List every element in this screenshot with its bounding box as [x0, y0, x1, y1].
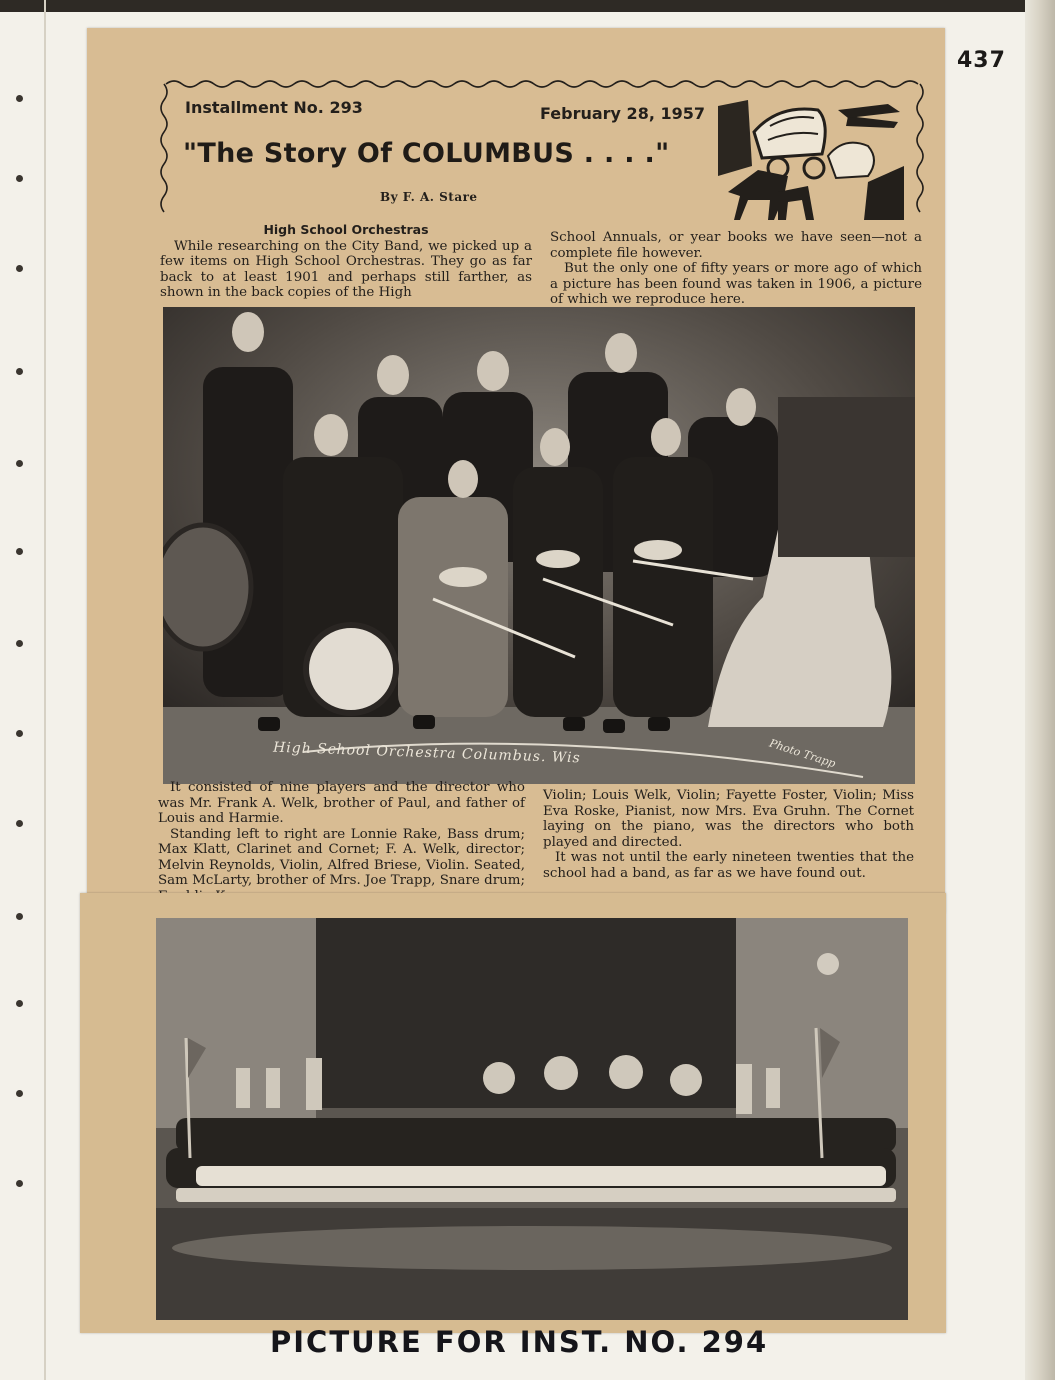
paragraph: School Annuals, or year books we have seen—not a complete file however.: [550, 230, 922, 261]
binding-hole: [16, 1000, 23, 1007]
article-column-4: [543, 788, 914, 881]
paragraph: But the only one of fifty years or more ago of which a picture has been found was taken in 1906, a picture of which we reproduce here.: [550, 261, 922, 307]
installment-number: Installment No. 293: [185, 98, 363, 117]
binding-hole: [16, 368, 23, 375]
article-column-3: [158, 780, 525, 904]
article-column-1: [160, 222, 532, 301]
article-headline: "The Story Of COLUMBUS . . . .": [183, 138, 670, 169]
article-column-2: [550, 230, 922, 308]
page-stack-edge: [1025, 0, 1055, 1380]
binding-hole: [16, 265, 23, 272]
binding-line: [44, 0, 46, 1380]
page-number: 437: [957, 48, 1006, 73]
handwritten-note: PICTURE FOR INST. NO. 294: [270, 1325, 769, 1359]
binding-hole: [16, 820, 23, 827]
paragraph: It consisted of nine players and the director who was Mr. Frank A. Welk, brother of Paul, and father of Louis and Harmie.: [158, 780, 525, 826]
school-band-photo-image: [156, 918, 908, 1320]
article-subhead: High School Orchestras: [263, 222, 429, 237]
school-band-photo: [156, 918, 908, 1320]
paragraph: Standing left to right are Lonnie Rake, Bass drum; Max Klatt, Clarinet and Cornet; F. A. Welk, director; Melvin Reynolds, Violin, Alfred Briese, Violin. Seated, Sam McLarty, brother of Mrs. Joe Trapp, Snare drum;: [158, 826, 525, 888]
article-date: February 28, 1957: [540, 104, 705, 123]
paragraph: It was not until the early nineteen twenties that the school had a band, as far as we have found out.: [543, 850, 914, 881]
article-byline: By F. A. Stare: [380, 190, 478, 204]
binding-hole: [16, 913, 23, 920]
binding-hole: [16, 175, 23, 182]
binding-hole: [16, 95, 23, 102]
paragraph: Violin; Louis Welk, Violin; Fayette Foster, Violin; Miss Eva Roske, Pianist, now Mrs. Eva Gruhn. The Cornet laying on the piano, was the directors who both played and directed.: [543, 788, 914, 850]
binding-hole: [16, 460, 23, 467]
orchestra-photo-1906: [163, 307, 915, 784]
binding-hole: [16, 548, 23, 555]
photo-credit: Photo Trapp: [767, 736, 838, 771]
orchestra-photo-image: [163, 307, 915, 784]
paragraph: While researching on the City Band, we picked up a few items on High School Orchestras. They go as far back to at least 1901 and perhaps still farther, as shown in the back copies of the High: [160, 238, 532, 300]
covered-wagon-illustration: [718, 96, 904, 220]
binding-hole: [16, 730, 23, 737]
binding-hole: [16, 1090, 23, 1097]
album-top-edge: [0, 0, 1055, 12]
binding-hole: [16, 640, 23, 647]
binding-hole: [16, 1180, 23, 1187]
photo-caption: High School Orchestra Columbus. Wis: [272, 739, 581, 767]
